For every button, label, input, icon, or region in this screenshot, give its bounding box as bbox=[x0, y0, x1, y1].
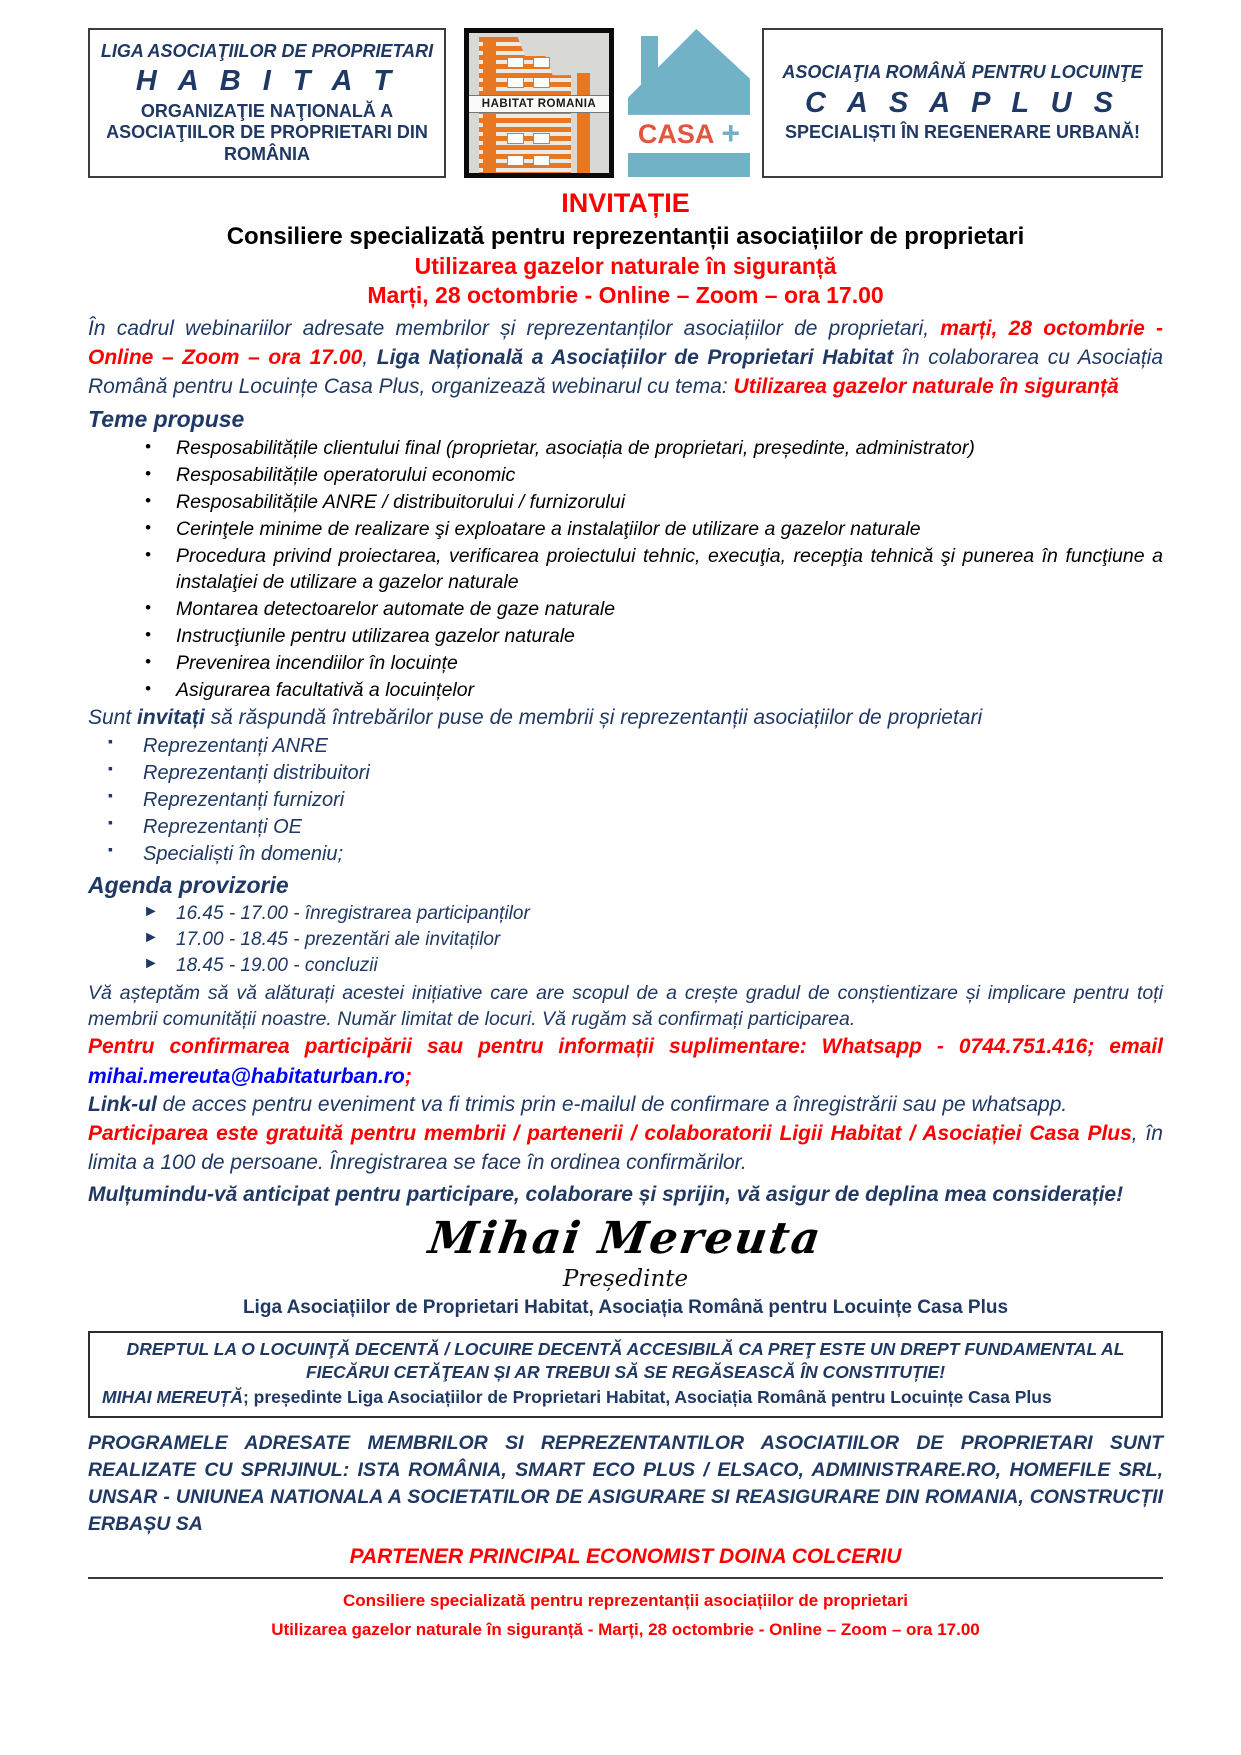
subtitle: Consiliere specializată pentru reprezentanții asociațiilor de proprietari bbox=[226, 223, 1025, 250]
partner-line: PARTENER PRINCIPAL ECONOMIST DOINA COLCERIU bbox=[349, 1544, 902, 1568]
org-casa-subtitle: SPECIALIȘTI ÎN REGENERARE URBANĂ! bbox=[784, 122, 1141, 143]
invited-seg: Sunt bbox=[88, 705, 138, 729]
thanks-paragraph: Mulțumindu-vă anticipat pentru participare, colaborare și sprijin, vă asigur de deplina mea considerație! bbox=[88, 1182, 1124, 1206]
agenda-heading: Agenda provizorie bbox=[88, 871, 289, 898]
quote-box bbox=[88, 1331, 1163, 1418]
org-casa-name: ASOCIAŢIA ROMÂNĂ PENTRU LOCUINŢE bbox=[782, 62, 1143, 83]
list-item-text: 17.00 - 18.45 - prezentări ale invitaților bbox=[176, 929, 501, 951]
participation-highlight: Participarea este gratuită pentru membrii / partenerii / colaboratorii Ligii Habitat / Asociației Casa Plus bbox=[88, 1121, 1132, 1145]
list-item bbox=[88, 901, 1163, 927]
habitat-window-icon bbox=[533, 133, 550, 144]
casa-logo-plus-icon: + bbox=[721, 115, 741, 152]
footer bbox=[88, 1587, 1163, 1645]
casa-plus-logo bbox=[628, 29, 750, 177]
arrow-bullet-icon: ► bbox=[143, 902, 159, 920]
list-item bbox=[88, 650, 1163, 677]
list-item-text: Asigurarea facultativă a locuințelor bbox=[176, 679, 475, 702]
list-item-text: Reprezentanți ANRE bbox=[143, 734, 328, 757]
square-bullet-icon: ▪ bbox=[108, 732, 113, 749]
list-item bbox=[88, 787, 1163, 814]
disc-bullet-icon: • bbox=[145, 625, 151, 645]
agenda-list bbox=[88, 901, 1163, 980]
list-item-text: Reprezentanți distribuitori bbox=[143, 761, 370, 784]
square-bullet-icon: ▪ bbox=[108, 759, 113, 776]
disc-bullet-icon: • bbox=[145, 517, 151, 537]
square-bullet-icon: ▪ bbox=[108, 840, 113, 857]
habitat-logo-label: HABITAT ROMANIA bbox=[469, 95, 609, 113]
quote-text: DREPTUL LA O LOCUINŢĂ DECENTĂ / LOCUIRE DECENTĂ ACCESIBILĂ CA PREŢ ESTE UN DREPT FUNDAMENTAL AL FIECĂRUI CETĂŢEAN ȘI AR TREBUI SĂ SE REGĂSEASCĂ ÎN CONSTITUȚIE! bbox=[126, 1338, 1125, 1383]
list-item bbox=[88, 760, 1163, 787]
disc-bullet-icon: • bbox=[145, 679, 151, 699]
list-item bbox=[88, 516, 1163, 543]
casa-logo-text bbox=[628, 115, 750, 153]
header-left-box bbox=[88, 28, 446, 178]
quote-attribution bbox=[102, 1386, 1149, 1410]
confirm-seg: Pentru confirmarea participării sau pentru informații suplimentare: Whatsapp - 0744.751.416; email bbox=[88, 1035, 1163, 1059]
org-liga-subtitle: ORGANIZAŢIE NAŢIONALĂ A ASOCIAŢIILOR DE PROPRIETARI DIN ROMÂNIA bbox=[106, 101, 428, 164]
signature-role: Președinte bbox=[562, 1265, 689, 1292]
header bbox=[88, 28, 1163, 178]
quote-author: MIHAI MEREUȚĂ bbox=[102, 1386, 243, 1407]
list-item bbox=[88, 543, 1163, 597]
footer-line-1: Consiliere specializată pentru reprezentanții asociațiilor de proprietari bbox=[343, 1590, 908, 1610]
link-paragraph bbox=[88, 1091, 1163, 1120]
list-item bbox=[88, 623, 1163, 650]
habitat-window-icon bbox=[507, 77, 524, 88]
list-item bbox=[88, 841, 1163, 868]
list-item bbox=[88, 677, 1163, 704]
list-item-text: Resposabilitățile operatorului economic bbox=[176, 463, 516, 486]
confirm-seg: ; bbox=[404, 1064, 412, 1088]
habitat-window-icon bbox=[507, 133, 524, 144]
intro-date-highlight: marți, 28 octombrie - Online – Zoom – ora 17.00 bbox=[88, 317, 1163, 369]
intro-seg: În cadrul webinariilor adresate membrilor și reprezentanților asociațiilor de proprietari, bbox=[88, 317, 941, 340]
list-item-text: Cerinţele minime de realizare şi exploatare a instalaţiilor de utilizare a gazelor naturale bbox=[176, 517, 921, 540]
datetime-heading: Marți, 28 octombrie - Online – Zoom – ora 17.00 bbox=[367, 282, 884, 308]
square-bullet-icon: ▪ bbox=[108, 813, 113, 830]
invited-highlight: invitați bbox=[137, 705, 205, 729]
signature-block bbox=[88, 1215, 1163, 1318]
topic-heading: Utilizarea gazelor naturale în siguranță bbox=[414, 253, 837, 279]
disc-bullet-icon: • bbox=[145, 544, 151, 564]
intro-seg: , bbox=[362, 345, 377, 369]
confirm-paragraph bbox=[88, 1032, 1163, 1091]
list-item-text: Instrucţiunile pentru utilizarea gazelor naturale bbox=[176, 625, 575, 648]
list-item bbox=[88, 435, 1163, 462]
participation-seg: , în limita a 100 de persoane. Înregistrarea se face în ordinea confirmărilor. bbox=[88, 1121, 1163, 1174]
arrow-bullet-icon: ► bbox=[143, 929, 159, 947]
link-seg: de acces pentru eveniment va fi trimis prin e-mailul de confirmare a înregistrării sau pe whatsapp. bbox=[156, 1093, 1068, 1116]
intro-paragraph bbox=[88, 315, 1163, 402]
disc-bullet-icon: • bbox=[145, 490, 151, 510]
themes-heading: Teme propuse bbox=[88, 405, 245, 432]
habitat-window-icon bbox=[507, 155, 524, 166]
invited-paragraph bbox=[88, 704, 1163, 733]
signature-name: Mihai Mereuta bbox=[425, 1213, 826, 1265]
org-casa-plus-name: C A S A P L U S bbox=[804, 86, 1120, 119]
casa-logo-word: CASA bbox=[637, 118, 715, 149]
list-item-text: Reprezentanți OE bbox=[143, 815, 302, 838]
habitat-window-icon bbox=[507, 57, 524, 68]
list-item bbox=[88, 489, 1163, 516]
header-right-box bbox=[762, 28, 1163, 178]
participation-paragraph bbox=[88, 1120, 1163, 1178]
footer-divider bbox=[88, 1577, 1163, 1579]
invited-list bbox=[88, 733, 1163, 868]
list-item bbox=[88, 814, 1163, 841]
await-paragraph: Vă așteptăm să vă alăturați acestei inițiative care are scopul de a crește gradul de conștientizare și implicare pentru toți membrii comunității noastre. Număr limitat de locuri. Vă rugăm să confirmați participarea. bbox=[88, 981, 1163, 1030]
disc-bullet-icon: • bbox=[145, 598, 151, 618]
invited-seg: să răspundă întrebărilor puse de membrii și reprezentanții asociațiilor de proprietari bbox=[204, 705, 983, 729]
email-link[interactable]: mihai.mereuta@habitaturban.ro bbox=[88, 1064, 405, 1088]
list-item-text: Montarea detectoarelor automate de gaze naturale bbox=[176, 598, 616, 621]
casa-base-icon bbox=[628, 153, 750, 177]
quote-author-title: ; președinte Liga Asociațiilor de Proprietari Habitat, Asociația Română pentru Locuințe Casa Plus bbox=[242, 1386, 1052, 1407]
list-item-text: Resposabilitățile clientului final (proprietar, asociația de proprietari, președinte, administrator) bbox=[176, 436, 975, 459]
header-spacer bbox=[446, 28, 464, 178]
themes-list bbox=[88, 435, 1163, 704]
link-highlight: Link-ul bbox=[88, 1093, 157, 1116]
list-item-text: Procedura privind proiectarea, verificarea proiectului tehnic, execuţia, recepţia tehnică şi punerea în funcţiune a instalaţiei de utilizare a gazelor naturale bbox=[176, 544, 1163, 594]
programs-paragraph: PROGRAMELE ADRESATE MEMBRILOR SI REPREZENTANTILOR ASOCIATIILOR DE PROPRIETARI SUNT REALIZATE CU SPRIJINUL: ISTA ROMÂNIA, SMART ECO PLUS / ELSACO, ADMINISTRARE.RO, HOMEFILE SRL, UNSAR - UNIUNEA NATIONALA A SOCIETATILOR DE ASIGURARE SI REASIGURARE DIN ROMANIA, CONSTRUCȚII ERBAȘU SA bbox=[88, 1431, 1163, 1536]
list-item bbox=[88, 596, 1163, 623]
header-spacer bbox=[614, 28, 628, 178]
list-item bbox=[88, 733, 1163, 760]
list-item-text: Resposabilitățile ANRE / distribuitorului / furnizorului bbox=[176, 490, 626, 513]
habitat-romania-logo bbox=[464, 28, 614, 178]
list-item-text: 18.45 - 19.00 - concluzii bbox=[176, 955, 378, 977]
habitat-window-icon bbox=[533, 57, 550, 68]
disc-bullet-icon: • bbox=[145, 652, 151, 672]
header-spacer bbox=[750, 28, 762, 178]
arrow-bullet-icon: ► bbox=[143, 955, 159, 973]
intro-topic-highlight: Utilizarea gazelor naturale în siguranță bbox=[733, 374, 1119, 398]
org-liga-name: LIGA ASOCIAŢIILOR DE PROPRIETARI bbox=[100, 41, 434, 62]
list-item bbox=[88, 462, 1163, 489]
habitat-window-icon bbox=[533, 155, 550, 166]
list-item-text: Prevenirea incendiilor în locuințe bbox=[176, 652, 458, 675]
list-item bbox=[88, 953, 1163, 979]
intro-org-highlight: Liga Națională a Asociațiilor de Proprietari Habitat bbox=[376, 345, 894, 369]
habitat-building-column-icon bbox=[577, 73, 590, 173]
list-item-text: Specialiști în domeniu; bbox=[143, 842, 344, 865]
disc-bullet-icon: • bbox=[145, 463, 151, 483]
org-habitat-name: H A B I T A T bbox=[135, 65, 399, 98]
list-item-text: 16.45 - 17.00 - înregistrarea participanților bbox=[176, 902, 530, 924]
list-item-text: Reprezentanți furnizori bbox=[143, 788, 345, 811]
page-title: INVITAȚIE bbox=[561, 188, 690, 218]
list-item bbox=[88, 927, 1163, 953]
disc-bullet-icon: • bbox=[145, 436, 151, 456]
signature-org: Liga Asociațiilor de Proprietari Habitat, Asociația Română pentru Locuințe Casa Plus bbox=[242, 1296, 1009, 1318]
habitat-window-icon bbox=[533, 77, 550, 88]
intro-seg: în colaborarea cu Asociația Română pentru Locuințe Casa Plus, organizează webinarul cu tema: bbox=[88, 345, 1164, 398]
square-bullet-icon: ▪ bbox=[108, 786, 113, 803]
footer-line-2: Utilizarea gazelor naturale în siguranță - Marți, 28 octombrie - Online – Zoom – ora 17.00 bbox=[271, 1619, 980, 1639]
